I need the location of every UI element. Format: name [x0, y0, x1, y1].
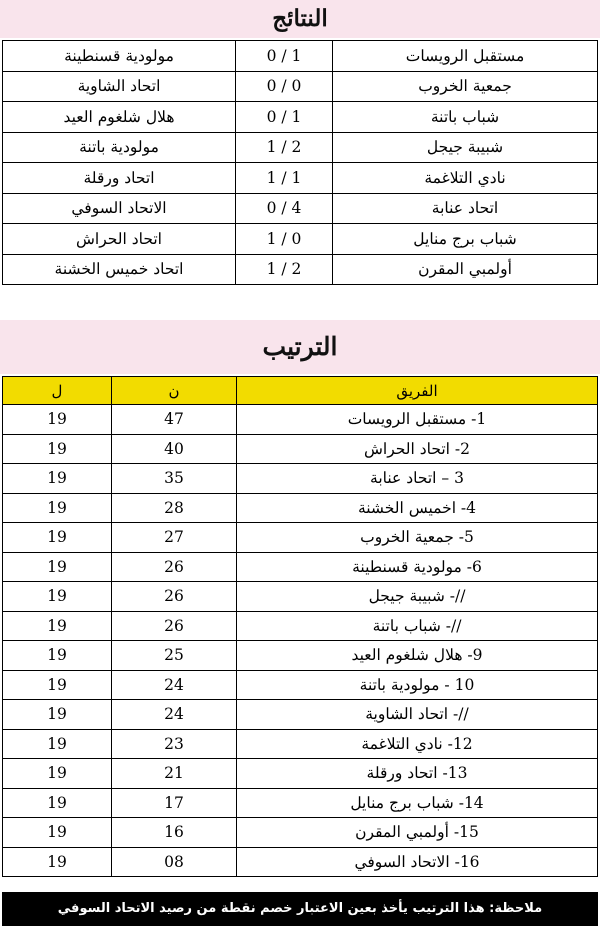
score: 1 / 1: [236, 163, 333, 194]
points-cell: 25: [112, 641, 237, 671]
result-row: [3, 132, 598, 163]
team-cell: 15- أولمبي المقرن: [237, 818, 598, 848]
table-row: [3, 700, 598, 730]
result-row: [3, 193, 598, 224]
team-cell: 10 - مولودية باتنة: [237, 670, 598, 700]
played-cell: 19: [3, 670, 112, 700]
table-row: [3, 405, 598, 435]
result-row: [3, 102, 598, 133]
result-row: [3, 41, 598, 72]
points-cell: 35: [112, 464, 237, 494]
away-team: مولودية قسنطينة: [3, 41, 236, 72]
points-cell: 21: [112, 759, 237, 789]
score: 4 / 0: [236, 193, 333, 224]
away-team: اتحاد الحراش: [3, 224, 236, 255]
result-row: [3, 254, 598, 285]
points-cell: 26: [112, 582, 237, 612]
away-team: مولودية باتنة: [3, 132, 236, 163]
score: 2 / 1: [236, 132, 333, 163]
team-header: الفريق: [237, 377, 598, 405]
played-cell: 19: [3, 405, 112, 435]
points-cell: 26: [112, 611, 237, 641]
played-cell: 19: [3, 523, 112, 553]
team-cell: 2- اتحاد الحراش: [237, 434, 598, 464]
team-cell: //- شبيبة جيجل: [237, 582, 598, 612]
played-cell: 19: [3, 434, 112, 464]
score: 1 / 0: [236, 102, 333, 133]
points-cell: 16: [112, 818, 237, 848]
team-cell: 6- مولودية قسنطينة: [237, 552, 598, 582]
table-row: [3, 523, 598, 553]
points-cell: 23: [112, 729, 237, 759]
result-row: [3, 224, 598, 255]
away-team: اتحاد الشاوية: [3, 71, 236, 102]
standings-table: [2, 376, 598, 877]
home-team: اتحاد عنابة: [333, 193, 598, 224]
points-cell: 24: [112, 700, 237, 730]
points-cell: 28: [112, 493, 237, 523]
table-row: [3, 729, 598, 759]
table-row: [3, 818, 598, 848]
score: 0 / 1: [236, 224, 333, 255]
played-cell: 19: [3, 582, 112, 612]
table-row: [3, 641, 598, 671]
team-cell: 12- نادي التلاغمة: [237, 729, 598, 759]
standings-header-row: [3, 377, 598, 405]
played-cell: 19: [3, 641, 112, 671]
home-team: أولمبي المقرن: [333, 254, 598, 285]
team-cell: //- شباب باتنة: [237, 611, 598, 641]
table-row: [3, 552, 598, 582]
table-row: [3, 759, 598, 789]
played-cell: 19: [3, 552, 112, 582]
away-team: اتحاد ورقلة: [3, 163, 236, 194]
played-cell: 19: [3, 493, 112, 523]
table-row: [3, 464, 598, 494]
points-cell: 24: [112, 670, 237, 700]
home-team: شبيبة جيجل: [333, 132, 598, 163]
points-cell: 40: [112, 434, 237, 464]
away-team: هلال شلغوم العيد: [3, 102, 236, 133]
table-row: [3, 582, 598, 612]
away-team: اتحاد خميس الخشنة: [3, 254, 236, 285]
note-bar: ملاحظة: هذا الترتيب يأخذ بعين الاعتبار خصم نقطة من رصيد الاتحاد السوفي: [2, 892, 598, 926]
played-cell: 19: [3, 611, 112, 641]
played-cell: 19: [3, 700, 112, 730]
points-header: ن: [112, 377, 237, 405]
table-row: [3, 847, 598, 877]
table-row: [3, 670, 598, 700]
team-cell: 4- اخميس الخشنة: [237, 493, 598, 523]
played-cell: 19: [3, 759, 112, 789]
home-team: شباب برج منايل: [333, 224, 598, 255]
team-cell: //- اتحاد الشاوية: [237, 700, 598, 730]
score: 1 / 0: [236, 41, 333, 72]
team-cell: 16- الاتحاد السوفي: [237, 847, 598, 877]
team-cell: 9- هلال شلغوم العيد: [237, 641, 598, 671]
table-row: [3, 611, 598, 641]
team-cell: 1- مستقبل الرويسات: [237, 405, 598, 435]
played-cell: 19: [3, 847, 112, 877]
home-team: جمعية الخروب: [333, 71, 598, 102]
team-cell: 14- شباب برج منايل: [237, 788, 598, 818]
result-row: [3, 71, 598, 102]
played-cell: 19: [3, 788, 112, 818]
played-cell: 19: [3, 729, 112, 759]
score: 0 / 0: [236, 71, 333, 102]
played-cell: 19: [3, 464, 112, 494]
results-table: [2, 40, 598, 285]
points-cell: 17: [112, 788, 237, 818]
team-cell: 5- جمعية الخروب: [237, 523, 598, 553]
home-team: نادي التلاغمة: [333, 163, 598, 194]
team-cell: 13- اتحاد ورقلة: [237, 759, 598, 789]
standings-title: الترتيب: [0, 320, 600, 374]
table-row: [3, 434, 598, 464]
away-team: الاتحاد السوفي: [3, 193, 236, 224]
played-header: ل: [3, 377, 112, 405]
points-cell: 47: [112, 405, 237, 435]
home-team: شباب باتنة: [333, 102, 598, 133]
table-row: [3, 493, 598, 523]
score: 2 / 1: [236, 254, 333, 285]
points-cell: 26: [112, 552, 237, 582]
result-row: [3, 163, 598, 194]
team-cell: 3 – اتحاد عنابة: [237, 464, 598, 494]
home-team: مستقبل الرويسات: [333, 41, 598, 72]
played-cell: 19: [3, 818, 112, 848]
points-cell: 08: [112, 847, 237, 877]
points-cell: 27: [112, 523, 237, 553]
table-row: [3, 788, 598, 818]
results-title: النتائج: [0, 0, 600, 38]
